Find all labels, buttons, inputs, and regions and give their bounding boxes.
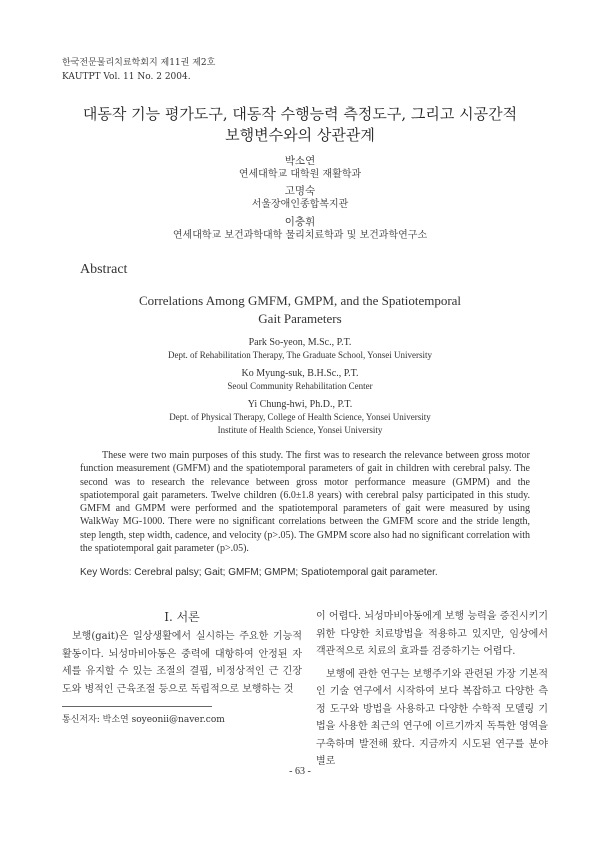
author-name: 박소연: [284, 155, 316, 167]
author-name: 고명숙: [284, 185, 316, 197]
author-affiliation: Dept. of Rehabilitation Therapy, The Graduate School, Yonsei University: [167, 350, 433, 360]
author-affiliation: 서울장애인종합복지관: [251, 199, 349, 210]
korean-author-3: [100, 216, 500, 242]
author-name: Ko Myung-suk, B.H.Sc., P.T.: [241, 368, 359, 379]
corresponding-author-footnote: 통신저자: 박소연 soyeonii@naver.com: [62, 715, 225, 725]
left-column: [62, 628, 302, 698]
english-author-1: [100, 336, 500, 362]
author-affiliation: 연세대학교 보건과학대학 물리치료학과 및 보건과학연구소: [172, 230, 428, 241]
author-affiliation: Seoul Community Rehabilitation Center: [227, 381, 373, 391]
keywords: Key Words: Cerebral palsy; Gait; GMFM; GMPM; Spatiotemporal gait parameter.: [80, 567, 438, 578]
right-paragraph-1: 이 어렵다. 뇌성마비아동에게 보행 능력을 증진시키기 위한 다양한 치료방법을 적용하고 있지만, 임상에서 객관적으로 치료의 효과를 검증하기는 어렵다.: [316, 611, 548, 657]
journal-name: 한국전문물리치료학회지 제11권 제2호: [62, 58, 216, 68]
author-name: Yi Chung-hwi, Ph.D., P.T.: [247, 399, 353, 410]
english-title-line-1: Correlations Among GMFM, GMPM, and the Spatiotemporal: [138, 293, 462, 308]
right-column: [316, 608, 548, 771]
english-author-2: [100, 367, 500, 393]
section-heading: Ⅰ. 서론: [164, 610, 200, 624]
paper-title: [60, 104, 540, 146]
english-author-3: [100, 398, 500, 437]
author-affiliation-2: Institute of Health Science, Yonsei University: [217, 425, 383, 435]
author-affiliation: 연세대학교 대학원 재활학과: [238, 169, 362, 180]
left-paragraph: 보행(gait)은 일상생활에서 실시하는 주요한 기능적 활동이다. 뇌성마비아동은 중력에 대항하여 안정된 자세를 유지할 수 있는 조절의 결핍, 비정상적인 근 긴장도와 병적인 근육조절 등으로 독립적으로 보행하는 것: [62, 631, 302, 695]
author-affiliation: Dept. of Physical Therapy, College of Health Science, Yonsei University: [169, 412, 431, 422]
abstract-heading: Abstract: [80, 262, 128, 277]
korean-author-2: [100, 185, 500, 211]
korean-author-1: [100, 155, 500, 181]
page-number: - 63 -: [289, 766, 311, 777]
author-name: 이충휘: [284, 216, 316, 228]
english-title: [100, 292, 500, 328]
journal-volume: KAUTPT Vol. 11 No. 2 2004.: [62, 72, 191, 82]
right-paragraph-2: 보행에 관한 연구는 보행주기와 관련된 가장 기본적인 기술 연구에서 시작하여 보다 복잡하고 다양한 측정 도구와 방법을 사용하고 다양한 수학적 모델링 기법을 사용한 최근의 연구에 이르기까지 독특한 영역을 구축하며 발전해 왔다. 지금까지 시도된 연구를 분야별로: [316, 668, 548, 767]
english-title-line-2: Gait Parameters: [258, 311, 342, 326]
footnote-divider: [62, 706, 212, 707]
title-line-1: 대동작 기능 평가도구, 대동작 수행능력 측정도구, 그리고 시공간적: [82, 105, 518, 123]
journal-header: [62, 56, 215, 84]
abstract-body: These were two main purposes of this study. The first was to research the relevance between gross motor function measurement (GMFM) and the spatiotemporal parameters of gait in children with cerebral palsy. The second was to research the relevance between gross motor performance measure (GMPM) and the spatiotemporal gait parameters. Twelve children (6.0±1.8 years) with cerebral palsy participated in this study. GMFM and GMPM were performed and the spatiotemporal parameters of gait were measured by using WalkWay MG-1000. There were no significant correlations between the GMFM score and the stride length, step length, step width, cadence, and velocity (p>.05). The GMPM score also had no significant correlation with the spatiotemporal gait parameter (p>.05).: [80, 450, 530, 555]
author-name: Park So-yeon, M.Sc., P.T.: [248, 337, 352, 348]
title-line-2: 보행변수와의 상관관계: [225, 126, 375, 144]
